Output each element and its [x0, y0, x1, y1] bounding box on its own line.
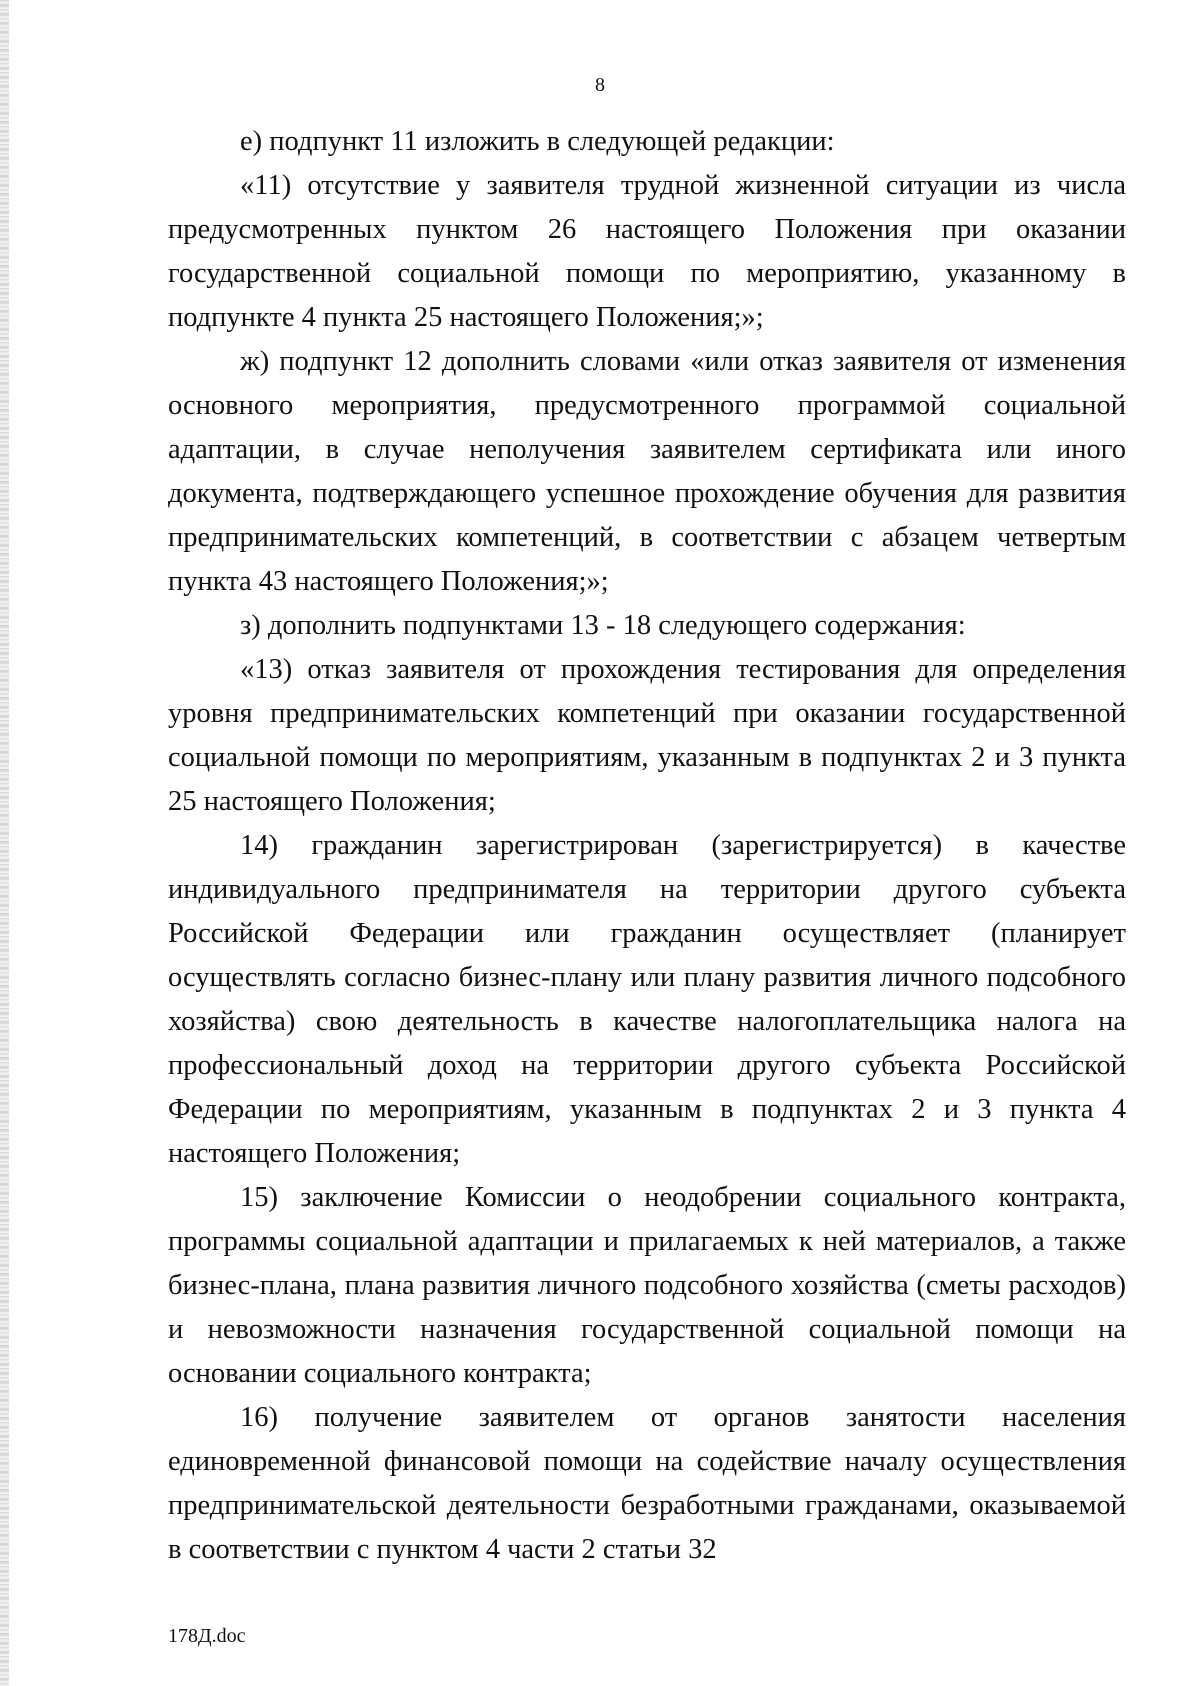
paragraph-zh: ж) подпункт 12 дополнить словами «или отказ заявителя от изменения основного мероприятия, предусмотренного программой социальной адаптации, в случае неполучения заявителем сертификата или иного документа, подтверждающего успешное прохождение обучения для развития предпринимательских компетенций, в соответствии с абзацем четвертым пункта 43 настоящего Положения;»;	[168, 346, 1126, 597]
paragraph-13: «13) отказ заявителя от прохождения тестирования для определения уровня предпринимательских компетенций при оказании государственной социальной помощи по мероприятиям, указанным в подпунктах 2 и 3 пункта 25 настоящего Положения;	[168, 654, 1126, 817]
paragraph-14: 14) гражданин зарегистрирован (зарегистрируется) в качестве индивидуального предпринимателя на территории другого субъекта Российской Федерации или гражданин осуществляет (планирует осуществлять согласно бизнес-плану или плану развития личного подсобного хозяйства) свою деятельность в качестве налогоплательщика налога на профессиональный доход на территории другого субъекта Российской Федерации по мероприятиям, указанным в подпунктах 2 и 3 пункта 4 настоящего Положения;	[168, 830, 1126, 1169]
paragraph-15: 15) заключение Комиссии о неодобрении социального контракта, программы социальной адаптации и прилагаемых к ней материалов, а также бизнес-плана, плана развития личного подсобного хозяйства (сметы расходов) и невозможности назначения государственной социальной помощи на основании социального контракта;	[168, 1182, 1126, 1389]
page-number: 8	[595, 74, 605, 96]
paragraph-11: «11) отсутствие у заявителя трудной жизненной ситуации из числа предусмотренных пунктом 26 настоящего Положения при оказании государственной социальной помощи по мероприятию, указанному в подпункте 4 пункта 25 настоящего Положения;»;	[168, 170, 1126, 333]
document-body	[168, 120, 1126, 1572]
file-name-footer: 178Д.doc	[168, 1625, 246, 1647]
scan-edge	[0, 0, 9, 1686]
paragraph-16: 16) получение заявителем от органов занятости населения единовременной финансовой помощи на содействие началу осуществления предпринимательской деятельности безработными гражданами, оказываемой в соответствии с пунктом 4 части 2 статьи 32	[168, 1402, 1126, 1565]
paragraph-e: е) подпункт 11 изложить в следующей редакции:	[240, 126, 835, 157]
paragraph-z: з) дополнить подпунктами 13 - 18 следующего содержания:	[240, 610, 966, 641]
